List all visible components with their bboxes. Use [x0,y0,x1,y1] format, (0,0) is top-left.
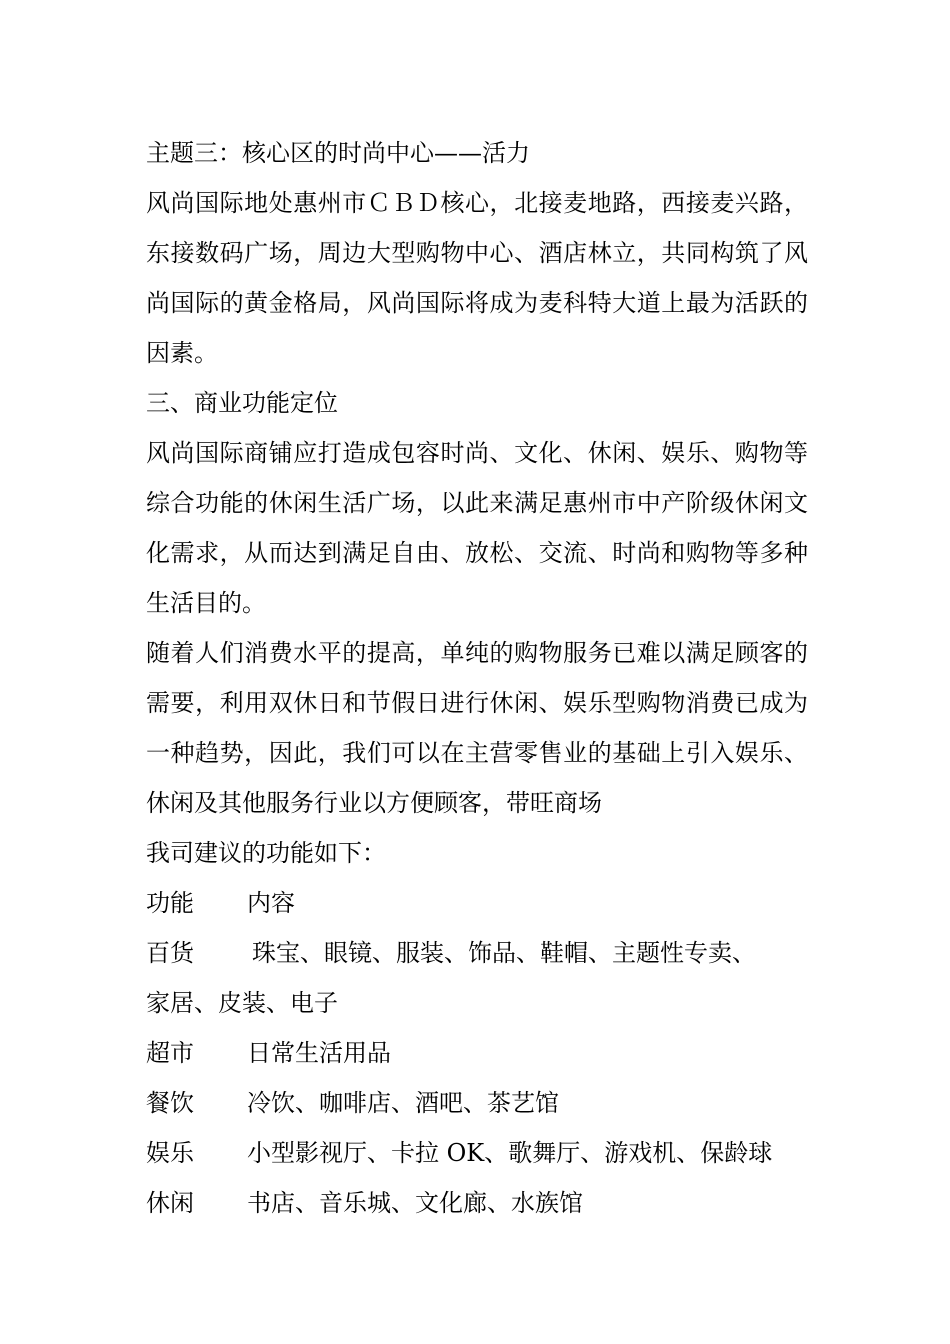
function-content: 珠宝、眼镜、服装、饰品、鞋帽、主题性专卖、 [252,939,756,967]
function-row-dining [146,1078,808,1128]
commercial-heading: 三、商业功能定位 [146,389,338,417]
function-header-content: 内容 [247,889,295,917]
function-name: 百货 [146,939,194,967]
suggestion-paragraph: 我司建议的功能如下： [146,839,386,867]
function-name: 娱乐 [146,1139,194,1167]
function-content: 小型影视厅、卡拉 OK、歌舞厅、游戏机、保龄球 [247,1139,773,1167]
function-row-department [146,928,808,978]
document-body [146,128,808,1228]
function-row-supermarket [146,1028,808,1078]
function-table-header [146,878,808,928]
section-title: 主题三：核心区的时尚中心——活力 [146,139,530,167]
function-content: 书店、音乐城、文化廊、水族馆 [247,1189,583,1217]
function-header-name: 功能 [146,889,194,917]
trend-paragraph: 随着人们消费水平的提高，单纯的购物服务已难以满足顾客的需要，利用双休日和节假日进行休闲、娱乐型购物消费已成为一种趋势，因此，我们可以在主营零售业的基础上引入娱乐、休闲及其他服务行业以方便顾客，带旺商场 [146,639,808,817]
function-name: 餐饮 [146,1089,194,1117]
function-name: 超市 [146,1039,194,1067]
function-name: 休闲 [146,1189,194,1217]
function-content: 冷饮、咖啡店、酒吧、茶艺馆 [247,1089,559,1117]
function-content-continued: 家居、皮装、电子 [146,989,338,1017]
positioning-paragraph: 风尚国际商铺应打造成包容时尚、文化、休闲、娱乐、购物等综合功能的休闲生活广场，以此来满足惠州市中产阶级休闲文化需求，从而达到满足自由、放松、交流、时尚和购物等多种生活目的。 [146,439,808,617]
function-row-entertainment [146,1128,808,1178]
function-content: 日常生活用品 [247,1039,391,1067]
function-row-leisure [146,1178,808,1228]
location-paragraph: 风尚国际地处惠州市ＣＢＤ核心，北接麦地路，西接麦兴路，东接数码广场，周边大型购物中心、酒店林立，共同构筑了风尚国际的黄金格局，风尚国际将成为麦科特大道上最为活跃的因素。 [146,189,808,367]
